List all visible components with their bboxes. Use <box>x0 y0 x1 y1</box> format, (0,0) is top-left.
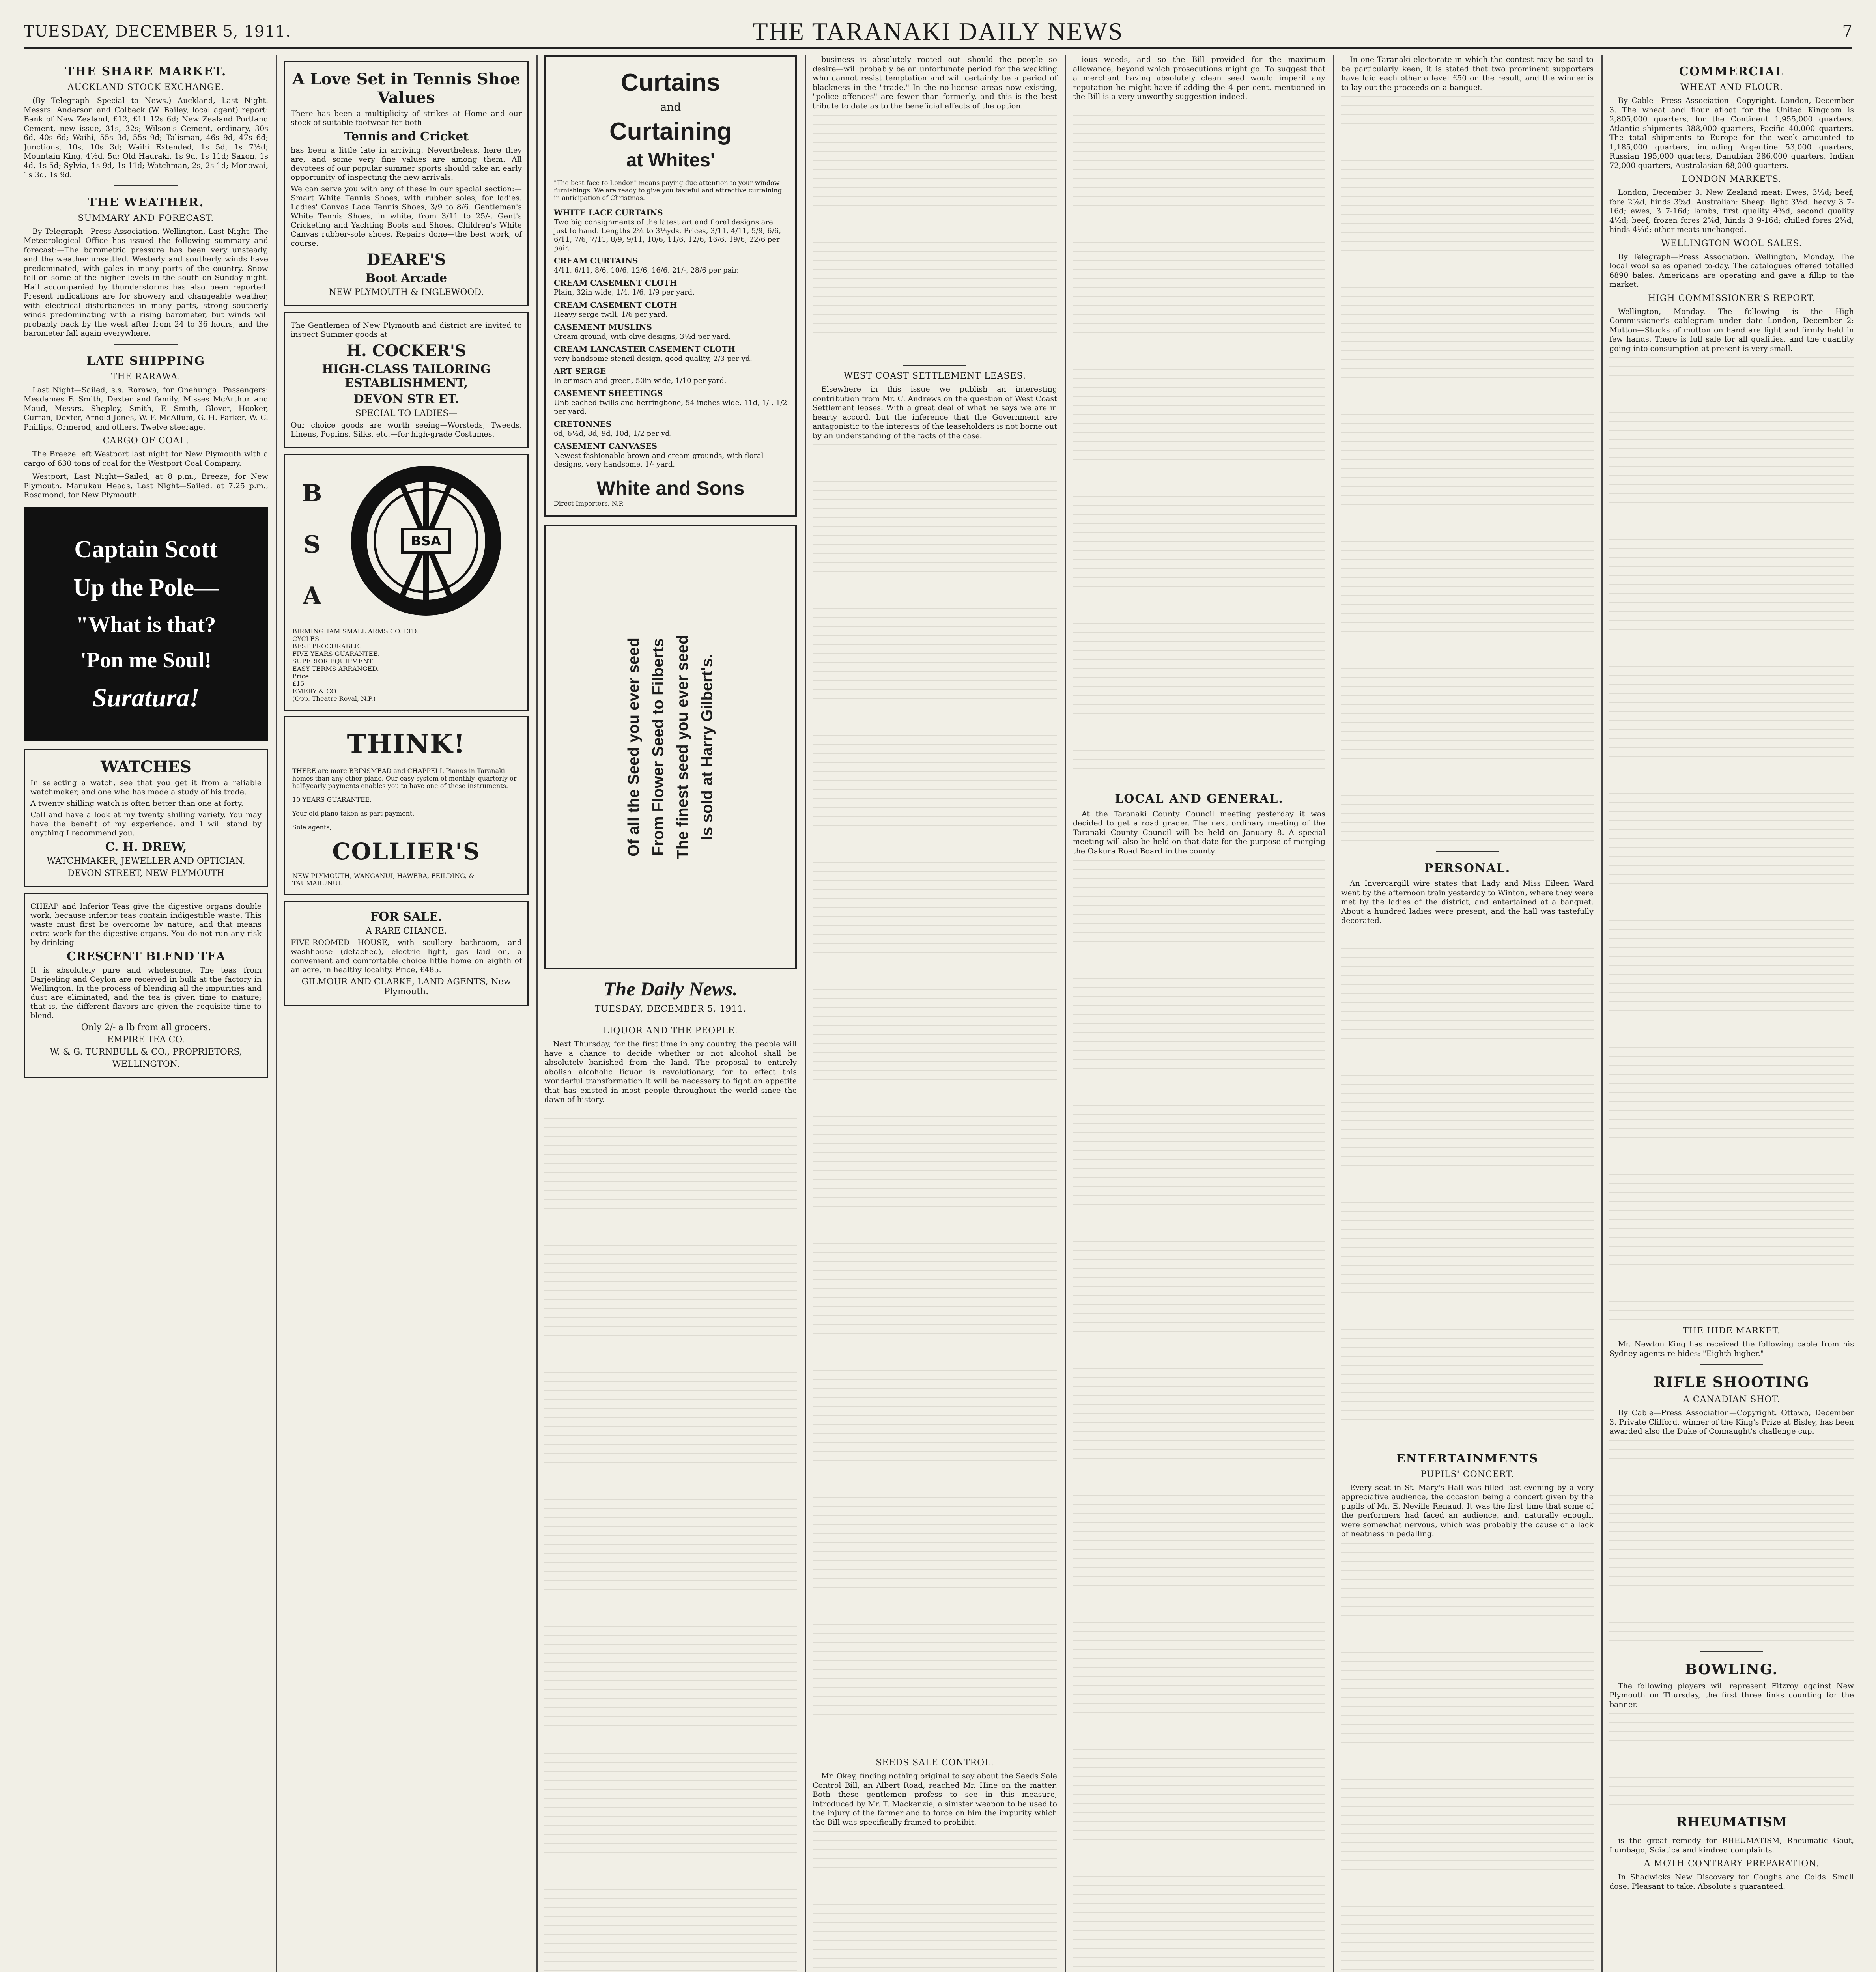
love-set-text: There has been a multiplicity of strikes at Home and our stock of suitable footwear for both <box>291 109 522 127</box>
divider <box>903 365 966 366</box>
drew-trade: WATCHMAKER, JEWELLER AND OPTICIAN. <box>47 856 245 866</box>
body-text-lines <box>813 115 1057 359</box>
column-1 <box>24 55 277 1972</box>
cocker-name: H. COCKER'S <box>346 342 466 360</box>
curtains-title: Curtains <box>621 69 720 96</box>
scott-line-3: "What is that? <box>76 612 216 637</box>
wheat-flour-heading: WHEAT AND FLOUR. <box>1680 82 1783 92</box>
liquor-continued-text: business is absolutely rooted out—should the people so desire—will probably be an unfortunate period for the weakling who cannot resist temptation and will certainly be a period of blackness in the "trade." In the no-license areas now existing, "police offences" are fewer than formerly, and this is the best tribute to date as to the beneficial effects of the option. <box>813 55 1057 110</box>
think-agents: Sole agents, <box>292 824 332 831</box>
tea-price: Only 2/- a lb from all grocers. <box>81 1022 211 1033</box>
local-general-heading: LOCAL AND GENERAL. <box>1115 792 1284 806</box>
tennis-shoe-advert <box>284 61 529 306</box>
tea-brand: CRESCENT BLEND TEA <box>67 949 225 964</box>
personal-text: An Invercargill wire states that Lady and Miss Eileen Ward went by the afternoon train yesterday to Winton, where they were met by the ladies of the district, and entertained at a banquet. About a hundred ladies were present, and the hall was tastefully decorated. <box>1341 879 1594 925</box>
wheat-flour-text: By Cable—Press Association—Copyright. London, December 3. The wheat and flour afloat for the United Kingdom is 2,805,000 quarters, for the Continent 1,955,000 quarters. Atlantic shipments 388,000 quarters, Pacific 40,000 quarters. The total shipments to Europe for the week amounted to 1,185,000 quarters, including Argentine 53,000 quarters, Russian 195,000 quarters, Danubian 286,000 quarters, Indian 72,000 quarters, Australasian 68,000 quarters. <box>1609 96 1854 170</box>
leader-text: Next Thursday, for the first time in any country, the people will have a chance to decide whether or not alcohol shall be absolutely banished from the land. The proposal to entirely abolish alcoholic liquor is revolutionary, for to effect this wonderful transformation it will be necessary to fight an appetite that has existed in most people throughout the world since the dawn of history. <box>544 1040 797 1104</box>
body-text-lines <box>813 444 1057 1746</box>
seed-line-3: The finest seed you ever seed <box>674 635 691 859</box>
sale-text: FIVE-ROOMED HOUSE, with scullery bathroom, and washhouse (detached), electric light, gas laid on, a convenient and comfortable choice little home on eighth of an acre, in healthy locality. Price, £485. <box>291 938 522 974</box>
column-7 <box>1609 55 1854 1972</box>
collier-name: COLLIER'S <box>332 838 480 865</box>
cocker-address: DEVON STR ET. <box>353 392 459 406</box>
london-markets-heading: LONDON MARKETS. <box>1682 174 1782 184</box>
bsa-line-3: SUPERIOR EQUIPMENT. <box>292 657 374 665</box>
curtain-item-text: 6d, 6½d, 8d, 9d, 10d, 1/2 per yd. <box>554 430 672 438</box>
sale-agent: GILMOUR AND CLARKE, LAND AGENTS, New Plymouth. <box>301 977 511 997</box>
curtain-item-heading: WHITE LACE CURTAINS <box>554 208 663 217</box>
tea-text: CHEAP and Inferior Teas give the digestive organs double work, because inferior teas contain indigestible waste. This waste must first be overcome by nature, and that means extra work for the digestive organs. You do not run any risk by drinking <box>30 902 262 947</box>
curtain-item-heading: CASEMENT CANVASES <box>554 441 657 451</box>
think-text: THERE are more BRINSMEAD and CHAPPELL Pianos in Taranaki homes than any other piano. Our easy system of monthly, quarterly or half-yearly payments enables you to have one of these instruments. <box>292 767 517 790</box>
curtain-item-list <box>554 208 787 469</box>
body-text-lines <box>1609 357 1854 1324</box>
seeds-control-heading: SEEDS SALE CONTROL. <box>876 1758 994 1768</box>
curtain-item-heading: CRETONNES <box>554 419 612 429</box>
shipping-heading: LATE SHIPPING <box>86 354 206 368</box>
bsa-line-1: BEST PROCURABLE. <box>292 642 361 650</box>
curtain-item-heading: CASEMENT MUSLINS <box>554 322 652 332</box>
think-text-2: Your old piano taken as part payment. <box>292 810 415 817</box>
bsa-maker: BIRMINGHAM SMALL ARMS CO. LTD. <box>292 627 419 635</box>
curtain-item-text: 4/11, 6/11, 8/6, 10/6, 12/6, 16/6, 21/-, 28/6 per pair. <box>554 266 739 275</box>
cocker-subtitle: HIGH-CLASS TAILORING ESTABLISHMENT, <box>322 362 491 390</box>
cocker-advert <box>284 312 529 448</box>
white-and-sons-brand: White and Sons <box>596 477 745 499</box>
wool-sales-text: By Telegraph—Press Association. Wellington, Monday. The local wool sales opened to-day. The catalogues offered totalled 6890 bales. Americans are operating and gave a fillip to the market. <box>1609 252 1854 289</box>
collier-towns: NEW PLYMOUTH, WANGANUI, HAWERA, FEILDING, & TAUMARUNUI. <box>292 872 475 887</box>
bsa-letter-b: B <box>302 480 322 507</box>
bsa-price-label: Price <box>292 672 309 680</box>
white-and-sons-sub: Direct Importers, N.P. <box>554 500 624 507</box>
page-number: 7 <box>1842 22 1852 41</box>
curtain-item-text: very handsome stencil design, good quality, 2/3 per yd. <box>554 355 752 363</box>
watches-text: In selecting a watch, see that you get it from a reliable watchmaker, and one who has made a study of his trade. <box>30 778 262 796</box>
coal-subheading: CARGO OF COAL. <box>103 436 189 446</box>
weather-subheading: SUMMARY AND FORECAST. <box>78 213 214 223</box>
tennis-text: has been a little late in arriving. Nevertheless, here they are, and some very fine values are among them. All devotees of our popular summer sports should take an early opportunity of inspecting the new arrivals. <box>291 146 522 182</box>
divider <box>114 185 178 186</box>
issue-date: TUESDAY, DECEMBER 5, 1911. <box>24 22 291 41</box>
electorate-text: In one Taranaki electorate in which the contest may be said to be particularly keen, it is stated that two prominent supporters have laid each other a level £50 on the result, and the winner is to lay out the proceeds on a banquet. <box>1341 55 1594 92</box>
gilbert-seed-advert <box>544 525 797 969</box>
body-text-lines <box>813 1831 1057 1972</box>
bsa-line-4: EASY TERMS ARRANGED. <box>292 665 379 672</box>
curtaining-title: Curtaining <box>609 118 732 145</box>
hide-market-text: Mr. Newton King has received the following cable from his Sydney agents re hides: "Eighth higher." <box>1609 1340 1854 1358</box>
svg-text:BSA: BSA <box>411 533 441 549</box>
rheumatism-text: is the great remedy for RHEUMATISM, Rheumatic Gout, Lumbago, Sciatica and kindred complaints. <box>1609 1836 1854 1854</box>
seeds-continued-text: ious weeds, and so the Bill provided for the maximum allowance, beyond which prosecutions might go. To suggest that a merchant having absolutely clean seed would imperil any reputation he might have if adding the 4 per cent. mentioned in the Bill is a very unworthy suggestion indeed. <box>1073 55 1325 101</box>
column-2 <box>284 55 538 1972</box>
watches-text-3: Call and have a look at my twenty shilling variety. You may have the benefit of my experience, and I will stand by anything I recommend you. <box>30 810 262 837</box>
cocker-text: Our choice goods are worth seeing—Worsteds, Tweeds, Linens, Poplins, Silks, etc.—for high-grade Costumes. <box>291 421 522 439</box>
cough-preparation-heading: A MOTH CONTRARY PREPARATION. <box>1644 1859 1820 1869</box>
bsa-cycles-advert <box>284 454 529 711</box>
bsa-rifles-logo-icon <box>351 462 501 627</box>
body-text-lines <box>1341 930 1594 1442</box>
tea-text-2: It is absolutely pure and wholesome. The teas from Darjeeling and Ceylon are received in bulk at the factory in Wellington. In the process of blending all the impurities and dust are eliminated, and the tea is given time to mature; that is, the different flavors are given the requisite time to blend. <box>30 965 262 1020</box>
curtain-item-text: Newest fashionable brown and cream grounds, with floral designs, very handsome, 1/- yard. <box>554 452 764 469</box>
high-commissioner-text: Wellington, Monday. The following is the High Commissioner's cablegram under date London, December 2: Mutton—Stocks of mutton on hand are light and firmly held in few hands. There is full sale for all qualities, and the quantity going into consumption at present is very small. <box>1609 307 1854 353</box>
body-text-lines <box>1341 96 1594 846</box>
column-5 <box>1073 55 1334 1972</box>
divider <box>114 344 178 345</box>
bsa-emblem <box>332 462 520 627</box>
masthead <box>24 16 1852 49</box>
share-market-text: (By Telegraph—Special to News.) Auckland, Last Night. Messrs. Anderson and Colbeck (W. Bailey, local agent) report: Bank of New Zealand, £12, £11 12s 6d; New Zealand Portland Cement, new issue, 31s, 32s; Wilson's Cement, ordinary, 30s 6d, 40s 6d; Waihi, 55s 3d, 55s 9d; Talisman, 46s 9d, 47s 6d; Junctions, 10s, 10s 3d; Waihi Extended, 1s 5d, 1s 7½d; Mountain King, 4½d, 5d; Old Hauraki, 1s 9d, 1s 11d; Saxon, 1s 4d, 1s 5d; Sylvia, 1s 9d, 1s 11d; Watchman, 2s, 2s 1d; Monowai, 1s 3d, 1s 9d. <box>24 96 268 179</box>
sale-subheading: A RARE CHANCE. <box>366 926 447 936</box>
rifle-shooting-heading: RIFLE SHOOTING <box>1654 1374 1810 1391</box>
rheumatism-heading: RHEUMATISM <box>1676 1814 1787 1830</box>
canadian-shot-text: By Cable—Press Association—Copyright. Ottawa, December 3. Private Clifford, winner of the King's Prize at Bisley, has been awarded also the Duke of Connaught's challenge cup. <box>1609 1408 1854 1436</box>
curtain-item-text: Cream ground, with olive designs, 3½d per yard. <box>554 332 731 341</box>
scott-line-2: Up the Pole— <box>73 574 219 601</box>
body-text-lines <box>1609 1440 1854 1645</box>
scott-line-1: Captain Scott <box>74 536 218 563</box>
high-commissioner-heading: HIGH COMMISSIONER'S REPORT. <box>1648 293 1815 303</box>
column-3 <box>544 55 806 1972</box>
stock-exchange-subheading: AUCKLAND STOCK EXCHANGE. <box>67 82 224 92</box>
curtain-item-text: Plain, 32in wide, 1/4, 1/6, 1/9 per yard. <box>554 288 695 297</box>
seed-rhyme <box>622 635 719 859</box>
leader-date: TUESDAY, DECEMBER 5, 1911. <box>594 1004 747 1014</box>
scott-line-5: Suratura! <box>92 683 200 712</box>
bowling-text: The following players will represent Fitzroy against New Plymouth on Thursday, the first three links counting for the banner. <box>1609 1681 1854 1709</box>
west-coast-heading: WEST COAST SETTLEMENT LEASES. <box>844 371 1026 381</box>
deare-name: DEARE'S <box>366 250 446 269</box>
sale-heading: FOR SALE. <box>370 910 443 924</box>
curtain-item-text: In crimson and green, 50in wide, 1/10 per yard. <box>554 377 727 385</box>
wool-sales-heading: WELLINGTON WOOL SALES. <box>1661 238 1802 248</box>
think-guarantee: 10 YEARS GUARANTEE. <box>292 796 372 803</box>
coal-text-2: Westport, Last Night—Sailed, at 8 p.m., Breeze, for New Plymouth. Manukau Heads, Last Night—Sailed, at 7.25 p.m., Rosamond, for New Plymouth. <box>24 472 268 499</box>
seed-line-2: From Flower Seed to Filberts <box>650 638 667 856</box>
pupils-concert-heading: PUPILS' CONCERT. <box>1420 1469 1514 1479</box>
cocker-special: SPECIAL TO LADIES— <box>355 409 458 418</box>
curtains-intro: "The best face to London" means paying due attention to your window furnishings. We are ready to give you tasteful and attractive curtaining in anticipation of Christmas. <box>554 179 782 202</box>
divider <box>1436 851 1499 852</box>
entertainments-heading: ENTERTAINMENTS <box>1396 1451 1539 1466</box>
cough-preparation-text: In Shadwicks New Discovery for Coughs and Colds. Small dose. Pleasant to take. Absolute's guaranteed. <box>1609 1873 1854 1891</box>
drew-name: C. H. DREW, <box>105 840 187 854</box>
bsa-letter-s: S <box>303 531 321 558</box>
rarawa-text: Last Night—Sailed, s.s. Rarawa, for Onehunga. Passengers: Mesdames F. Smith, Dexter and family, Misses McArthur and Maud, Messrs. Shepley, Smith, F. Smith, Glover, Hooker, Curran, Dexter, Arnold Jones, W. F. McAllum, G. H. Parker, W. C. Phillips, Ormerod, and others. Twelve steerage. <box>24 385 268 431</box>
pupils-concert-text: Every seat in St. Mary's Hall was filled last evening by a very appreciative audience, the occasion being a concert given by the pupils of Mr. E. Neville Renaud. It was the first time that some of the performers had faced an audience, and, naturally enough, were somewhat nervous, which was probably the cause of a lack of neatness in pedalling. <box>1341 1483 1594 1538</box>
seed-line-4: Is sold at Harry Gilbert's. <box>699 654 716 840</box>
body-text-lines <box>1073 860 1325 1972</box>
bsa-letters <box>292 468 332 622</box>
body-text-lines <box>1609 1713 1854 1808</box>
tea-city: WELLINGTON. <box>112 1059 180 1069</box>
seeds-control-text: Mr. Okey, finding nothing original to say about the Seeds Sale Control Bill, an Albert Road, reached Mr. Hine on the matter. Both these gentlemen profess to see in this measure, introduced by Mr. T. Mackenzie, a sinister weapon to be used to the injury of the farmer and to force on him the impurity which the Bill was specifically framed to prohibit. <box>813 1772 1057 1827</box>
seed-line-1: Of all the Seed you ever seed <box>625 637 643 857</box>
curtain-item-heading: ART SERGE <box>554 366 606 376</box>
curtain-item-text: Heavy serge twill, 1/6 per yard. <box>554 310 668 319</box>
deare-address: NEW PLYMOUTH & INGLEWOOD. <box>329 288 484 297</box>
west-coast-text: Elsewhere in this issue we publish an interesting contribution from Mr. C. Andrews on the question of West Coast Settlement leases. With a great deal of what he says we are in hearty accord, but the inference that the Government are antagonistic to the interests of the leaseholders is not borne out by an understanding of the facts of the case. <box>813 385 1057 440</box>
share-market-heading: THE SHARE MARKET. <box>65 65 227 78</box>
deare-subtitle: Boot Arcade <box>365 271 447 285</box>
bsa-cycles-word: CYCLES <box>292 635 320 642</box>
coal-text: The Breeze left Westport last night for New Plymouth with a cargo of 630 tons of coal for the Westport Coal Company. <box>24 450 268 468</box>
drew-address: DEVON STREET, NEW PLYMOUTH <box>67 868 224 878</box>
tennis-text-2: We can serve you with any of these in our special section:— Smart White Tennis Shoes, with rubber soles, for ladies. Ladies' Canvas Lace Tennis Shoes, 3/9 to 8/6. Gentlemen's White Tennis Shoes, in white, from 3/11 to 25/-. Gent's Cricketing and Yachting Boots and Shoes. Children's White Canvas rubber-sole shoes. Repairs done—the best work, of course. <box>291 185 522 248</box>
emery-name: EMERY & CO <box>292 687 336 695</box>
bsa-line-2: FIVE YEARS GUARANTEE. <box>292 650 380 657</box>
weather-heading: THE WEATHER. <box>88 195 204 209</box>
scott-line-4: 'Pon me Soul! <box>80 648 212 672</box>
bsa-letter-a: A <box>303 582 321 610</box>
love-set-title: A Love Set in Tennis Shoe Values <box>292 70 520 107</box>
curtain-item-heading: CREAM CASEMENT CLOTH <box>554 278 677 288</box>
crescent-tea-advert <box>24 893 268 1078</box>
canadian-shot-heading: A CANADIAN SHOT. <box>1683 1395 1780 1404</box>
tennis-heading: Tennis and Cricket <box>344 130 469 144</box>
think-title: THINK! <box>347 728 466 759</box>
bsa-price: £15 <box>292 680 305 687</box>
body-text-lines <box>1341 1543 1594 1972</box>
divider <box>1700 1651 1763 1652</box>
local-general-text: At the Taranaki County Council meeting yesterday it was decided to get a road grader. The next ordinary meeting of the Taranaki County Council will be held on January 8. A special meeting will also be held on that date for the purpose of merging the Oakura Road Board in the county. <box>1073 809 1325 855</box>
weather-text: By Telegraph—Press Association. Wellington, Last Night. The Meteorological Office has issued the following summary and forecast:—The barometric pressure has been very unsteady, and the weather unsettled. Westerly and southerly winds have predominated, with gales in many parts of the country. Snow fell on some of the higher levels in the south on Sunday night. Hail accompanied by thunderstorms has also been reported. Present indications are for showery and changeable weather, with electrical disturbances in many parts, strong southerly winds predominating with a rising barometer, but winds will probably back by the west after from 24 to 36 hours, and the barometer fall again everywhere. <box>24 227 268 338</box>
curtain-item-text: Two big consignments of the latest art and floral designs are just to hand. Lengths 2¾ to 3½yds. Prices, 3/11, 4/11, 5/9, 6/6, 6/11, 7/6, 7/11, 8/9, 9/11, 10/6, 11/6, 12/6, 16/6, 19/6, 22/6 per pair. <box>554 218 781 252</box>
personal-heading: PERSONAL. <box>1424 861 1511 875</box>
leader-heading: LIQUOR AND THE PEOPLE. <box>603 1026 738 1036</box>
newspaper-title: THE TARANAKI DAILY NEWS <box>752 17 1124 45</box>
curtains-and: and <box>660 101 681 114</box>
body-text-lines <box>544 1109 797 1972</box>
bowling-heading: BOWLING. <box>1685 1661 1778 1678</box>
curtain-item-text: Unbleached twills and herringbone, 54 inches wide, 11d, 1/-, 1/2 per yard. <box>554 399 787 416</box>
body-text-lines <box>1073 106 1325 776</box>
daily-news-heading: The Daily News. <box>603 978 738 1000</box>
curtain-item-heading: CREAM CASEMENT CLOTH <box>554 300 677 310</box>
watches-text-2: A twenty shilling watch is often better than one at forty. <box>30 799 243 808</box>
white-and-sons-advert <box>544 55 797 517</box>
tea-proprietors: W. & G. TURNBULL & CO., PROPRIETORS, <box>50 1047 242 1057</box>
column-4 <box>813 55 1066 1972</box>
watches-advert <box>24 749 268 887</box>
house-sale-advert <box>284 901 529 1006</box>
london-markets-text: London, December 3. New Zealand meat: Ewes, 3½d; beef, fore 2⅝d, hinds 3⅝d. Australian: Sheep, light 3½d, heavy 3 7-16d; ewes, 3 7-16d; lambs, first quality 4⅝d, second quality 4½d; beef, frozen fores 2⅝d, hinds 3 9-16d; chilled fores 2¾d, hinds 4¼d; other meats unchanged. <box>1609 188 1854 234</box>
piano-advert <box>284 716 529 895</box>
captain-scott-advert <box>24 507 268 741</box>
curtain-item-heading: CASEMENT SHEETINGS <box>554 388 663 398</box>
curtain-item-heading: CREAM LANCASTER CASEMENT CLOTH <box>554 344 735 354</box>
divider <box>1700 1364 1763 1365</box>
cocker-intro: The Gentlemen of New Plymouth and district are invited to inspect Summer goods at <box>291 321 522 339</box>
hide-market-heading: THE HIDE MARKET. <box>1683 1326 1781 1336</box>
tea-company: EMPIRE TEA CO. <box>107 1035 185 1045</box>
watches-heading: WATCHES <box>101 757 191 776</box>
column-6 <box>1341 55 1603 1972</box>
rarawa-subheading: THE RARAWA. <box>111 372 181 382</box>
emery-address: (Opp. Theatre Royal, N.P.) <box>292 695 376 702</box>
curtain-item-heading: CREAM CURTAINS <box>554 256 638 265</box>
at-whites-title: at Whites' <box>626 150 715 171</box>
commercial-heading: COMMERCIAL <box>1679 65 1784 78</box>
